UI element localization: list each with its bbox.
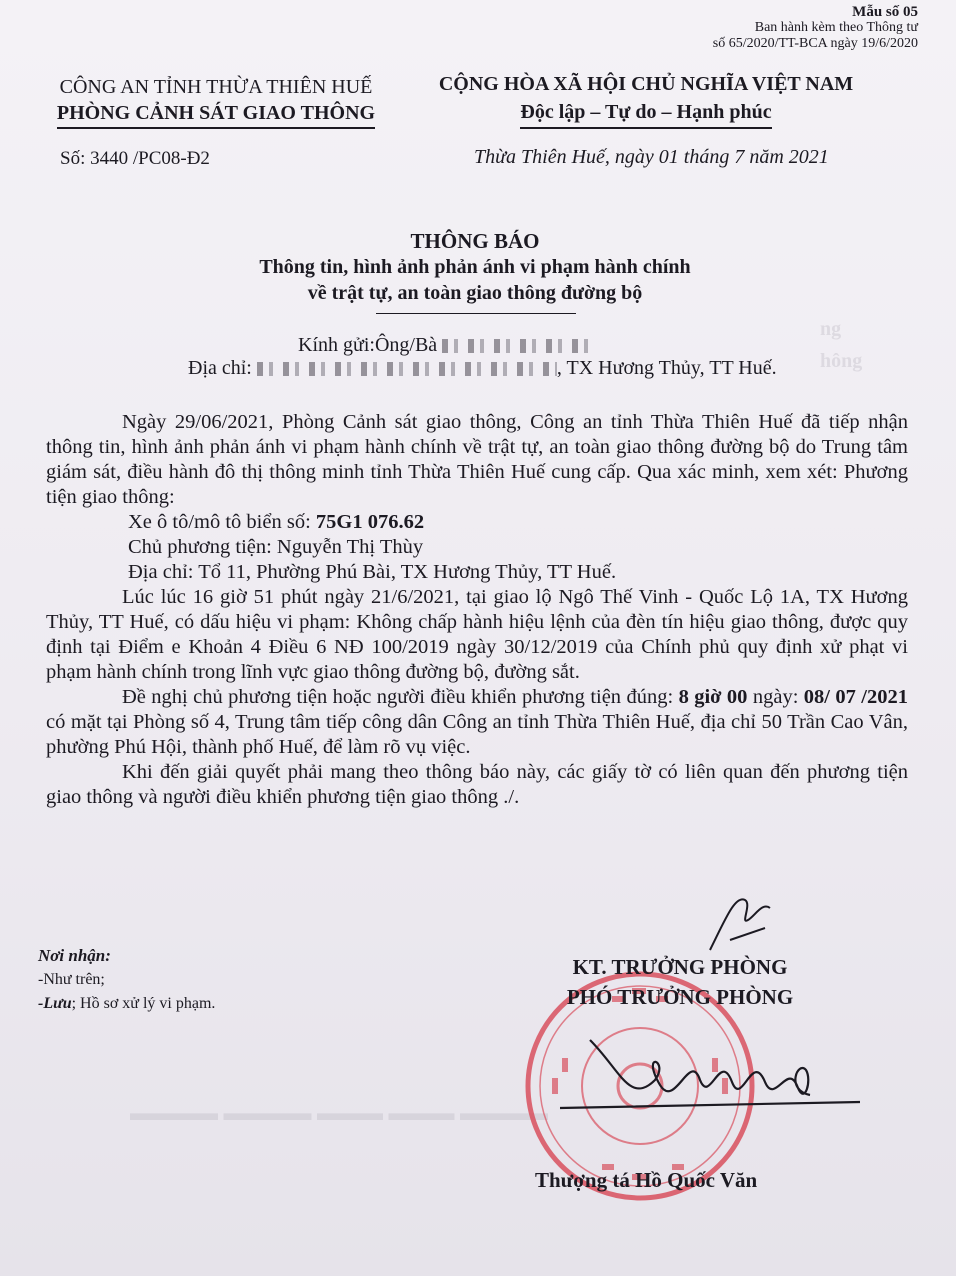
summons-text-b: ngày: <box>752 686 804 708</box>
sign-title-1: KT. TRƯỞNG PHÒNG <box>572 955 788 979</box>
signature-block <box>520 952 840 1012</box>
form-circular-line: số 65/2020/TT-BCA ngày 19/6/2020 <box>712 36 918 51</box>
recipients-heading: Nơi nhận: <box>38 946 111 965</box>
summons-text-c: có mặt tại Phòng số 4, Trung tâm tiếp công dân Công an tỉnh Thừa Thiên Huế, địa chỉ 50 Trần Cao Vân, phường Phú Hội, thành phố Huế, để làm rõ vụ việc. <box>46 711 908 758</box>
address-label: Địa chỉ: <box>188 357 252 379</box>
signer-name: Thượng tá Hồ Quốc Văn <box>535 1168 758 1192</box>
document-number: Số: 3440 /PC08-Đ2 <box>60 148 210 169</box>
recipients-item-2-label: -Lưu <box>38 995 72 1012</box>
initial-mark <box>700 880 780 960</box>
show-through-text: ng <box>820 318 842 340</box>
sign-title-2: PHÓ TRƯỞNG PHÒNG <box>566 985 794 1009</box>
redacted-address <box>257 362 557 376</box>
national-title: CỘNG HÒA XÃ HỘI CHỦ NGHĨA VIỆT NAM <box>438 73 854 95</box>
handwritten-signature <box>560 1010 880 1130</box>
document-title <box>150 228 800 306</box>
national-motto: Độc lập – Tự do – Hạnh phúc <box>520 98 771 129</box>
issuer-header <box>36 74 396 129</box>
national-header <box>402 70 890 129</box>
issuer-parent: CÔNG AN TỈNH THỪA THIÊN HUẾ <box>59 76 373 98</box>
recipients-item-2 <box>38 992 215 1016</box>
paragraph-summons <box>46 685 908 760</box>
summons-time: 8 giờ 00 <box>678 686 748 708</box>
summons-text-a: Đề nghị chủ phương tiện hoặc người điều khiển phương tiện đúng: <box>122 686 679 708</box>
paragraph-violation: Lúc lúc 16 giờ 51 phút ngày 21/6/2021, tại giao lộ Ngô Thế Vinh - Quốc Lộ 1A, TX Hương Thủy, TT Huế, có dấu hiệu vi phạm: Không chấp hành hiệu lệnh của đèn tín hiệu giao thông, được quy định tại Điểm e Khoản 4 Điều 6 NĐ 100/2019 ngày 30/12/2019 của Chính phủ quy định xử phạt vi phạm hành chính trong lĩnh vực giao thông đường bộ, đường sắt. <box>46 586 908 683</box>
show-through-text: hông <box>820 350 863 372</box>
summons-date: 08/ 07 /2021 <box>803 686 908 708</box>
redacted-name <box>442 339 592 353</box>
recipient-address <box>188 357 777 380</box>
recipient-line <box>298 334 592 357</box>
title-sub2: về trật tự, an toàn giao thông đường bộ <box>307 282 643 304</box>
issuer-unit: PHÒNG CẢNH SÁT GIAO THÔNG <box>57 100 375 129</box>
title-main: THÔNG BÁO <box>410 229 540 253</box>
address-suffix: , TX Hương Thủy, TT Huế. <box>556 357 777 379</box>
plate-line <box>46 510 908 535</box>
owner-line: Chủ phương tiện: Nguyễn Thị Thùy <box>128 536 424 558</box>
paragraph-intro: Ngày 29/06/2021, Phòng Cảnh sát giao thông, Công an tỉnh Thừa Thiên Huế đã tiếp nhận thông tin, hình ảnh phản ánh vi phạm hành chính về trật tự, an toàn giao thông đường bộ do Trung tâm giám sát, điều hành đô thị thông minh tỉnh Thừa Thiên Huế cung cấp. Qua xác minh, xem xét: Phương tiện giao thông: <box>46 411 908 508</box>
place-date: Thừa Thiên Huế, ngày 01 tháng 7 năm 2021 <box>474 146 829 168</box>
notice-body <box>46 410 908 810</box>
plate-value: 75G1 076.62 <box>315 511 425 533</box>
owner-address-line: Địa chỉ: Tổ 11, Phường Phú Bài, TX Hương Thủy, TT Huế. <box>128 561 617 583</box>
plate-label: Xe ô tô/mô tô biển số: <box>128 511 316 533</box>
show-through-text: ▬▬▬▬ ▬▬▬▬ ▬▬▬ ▬▬▬ ▬▬▬▬ <box>130 1100 548 1125</box>
recipients-list <box>38 944 215 1016</box>
recipients-item-1: -Như trên; <box>38 971 105 988</box>
title-divider <box>376 313 576 314</box>
form-issuance-line: Ban hành kèm theo Thông tư <box>754 20 918 35</box>
form-number: Mẫu số 05 <box>852 4 918 20</box>
paragraph-closing: Khi đến giải quyết phải mang theo thông báo này, các giấy tờ có liên quan đến phương tiện giao thông và người điều khiển phương tiện giao thông ./. <box>46 761 908 808</box>
title-sub1: Thông tin, hình ảnh phản ánh vi phạm hành chính <box>259 256 691 278</box>
form-reference <box>713 4 918 52</box>
recipient-prefix: Kính gửi:Ông/Bà <box>298 334 438 356</box>
recipients-item-2-text: ; Hồ sơ xử lý vi phạm. <box>71 995 216 1012</box>
